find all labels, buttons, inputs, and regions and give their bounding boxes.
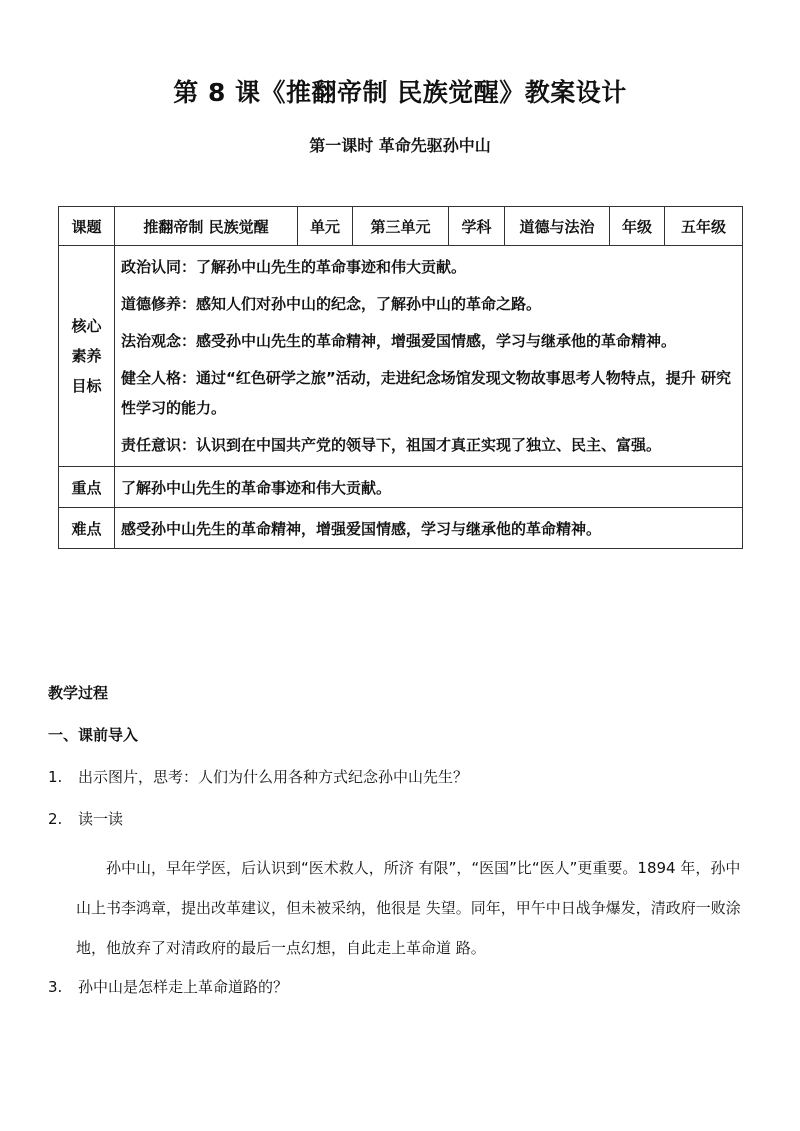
- section-intro-heading: 一、课前导入: [48, 726, 139, 744]
- list-item: [48, 766, 468, 787]
- goal-moral: 道德修养：感知人们对孙中山的纪念，了解孙中山的革命之路。: [121, 295, 542, 313]
- list-item-number: 3.: [48, 978, 63, 996]
- key-point-label: 重点: [59, 467, 115, 508]
- goal-personality: 健全人格：通过“红色研学之旅”活动，走进纪念场馆发现文物故事思考人物特点，提升 研究性学习的能力。: [121, 369, 731, 417]
- document-title: 第 8 课《推翻帝制 民族觉醒》教案设计: [173, 78, 627, 107]
- list-item-number: 1.: [48, 768, 63, 786]
- reading-paragraph: 孙中山，早年学医，后认识到“医术救人，所济 有限”，“医国”比“医人”更重要。1894 年，孙中 山上书李鸿章，提出改革建议，但未被采纳，他很是 失望。同年，甲午中日战争爆发，清政府一败涂地，他放弃了对清政府的最后一点幻想，自此走上革命道 路。: [76, 859, 741, 957]
- goal-legal: 法治观念：感受孙中山先生的革命精神，增强爱国情感，学习与继承他的革命精神。: [121, 332, 677, 350]
- list-item: [48, 808, 123, 829]
- lesson-info-table: [58, 206, 743, 549]
- goals-label-line: 素养: [71, 347, 102, 365]
- difficulty-content: 感受孙中山先生的革命精神，增强爱国情感，学习与继承他的革命精神。: [115, 508, 743, 549]
- list-item-number: 2.: [48, 810, 63, 828]
- goals-content: [115, 246, 743, 467]
- key-point-content: 了解孙中山先生的革命事迹和伟大贡献。: [115, 467, 743, 508]
- difficulty-label: 难点: [59, 508, 115, 549]
- process-heading: 教学过程: [48, 684, 109, 702]
- unit-value: 第三单元: [353, 207, 449, 246]
- subject-value: 道德与法治: [505, 207, 610, 246]
- grade-value: 五年级: [665, 207, 743, 246]
- lesson-subtitle: 第一课时 革命先驱孙中山: [309, 136, 491, 155]
- topic-label: 课题: [59, 207, 115, 246]
- list-item: [48, 976, 288, 997]
- topic-value: 推翻帝制 民族觉醒: [115, 207, 298, 246]
- grade-label: 年级: [610, 207, 665, 246]
- list-item-text: 出示图片，思考：人们为什么用各种方式纪念孙中山先生？: [78, 768, 469, 786]
- goals-row: [59, 246, 743, 467]
- goal-political: 政治认同：了解孙中山先生的革命事迹和伟大贡献。: [121, 258, 467, 276]
- goals-label-line: 目标: [71, 377, 102, 395]
- goals-label-line: 核心: [71, 317, 102, 335]
- table-header-row: [59, 207, 743, 246]
- list-item-text: 孙中山是怎样走上革命道路的？: [78, 978, 289, 996]
- goals-label: [59, 246, 115, 467]
- list-item-text: 读一读: [78, 810, 124, 828]
- unit-label: 单元: [298, 207, 353, 246]
- subject-label: 学科: [449, 207, 505, 246]
- key-point-row: [59, 467, 743, 508]
- difficulty-row: [59, 508, 743, 549]
- goal-responsibility: 责任意识：认识到在中国共产党的领导下，祖国才真正实现了独立、民主、富强。: [121, 436, 662, 454]
